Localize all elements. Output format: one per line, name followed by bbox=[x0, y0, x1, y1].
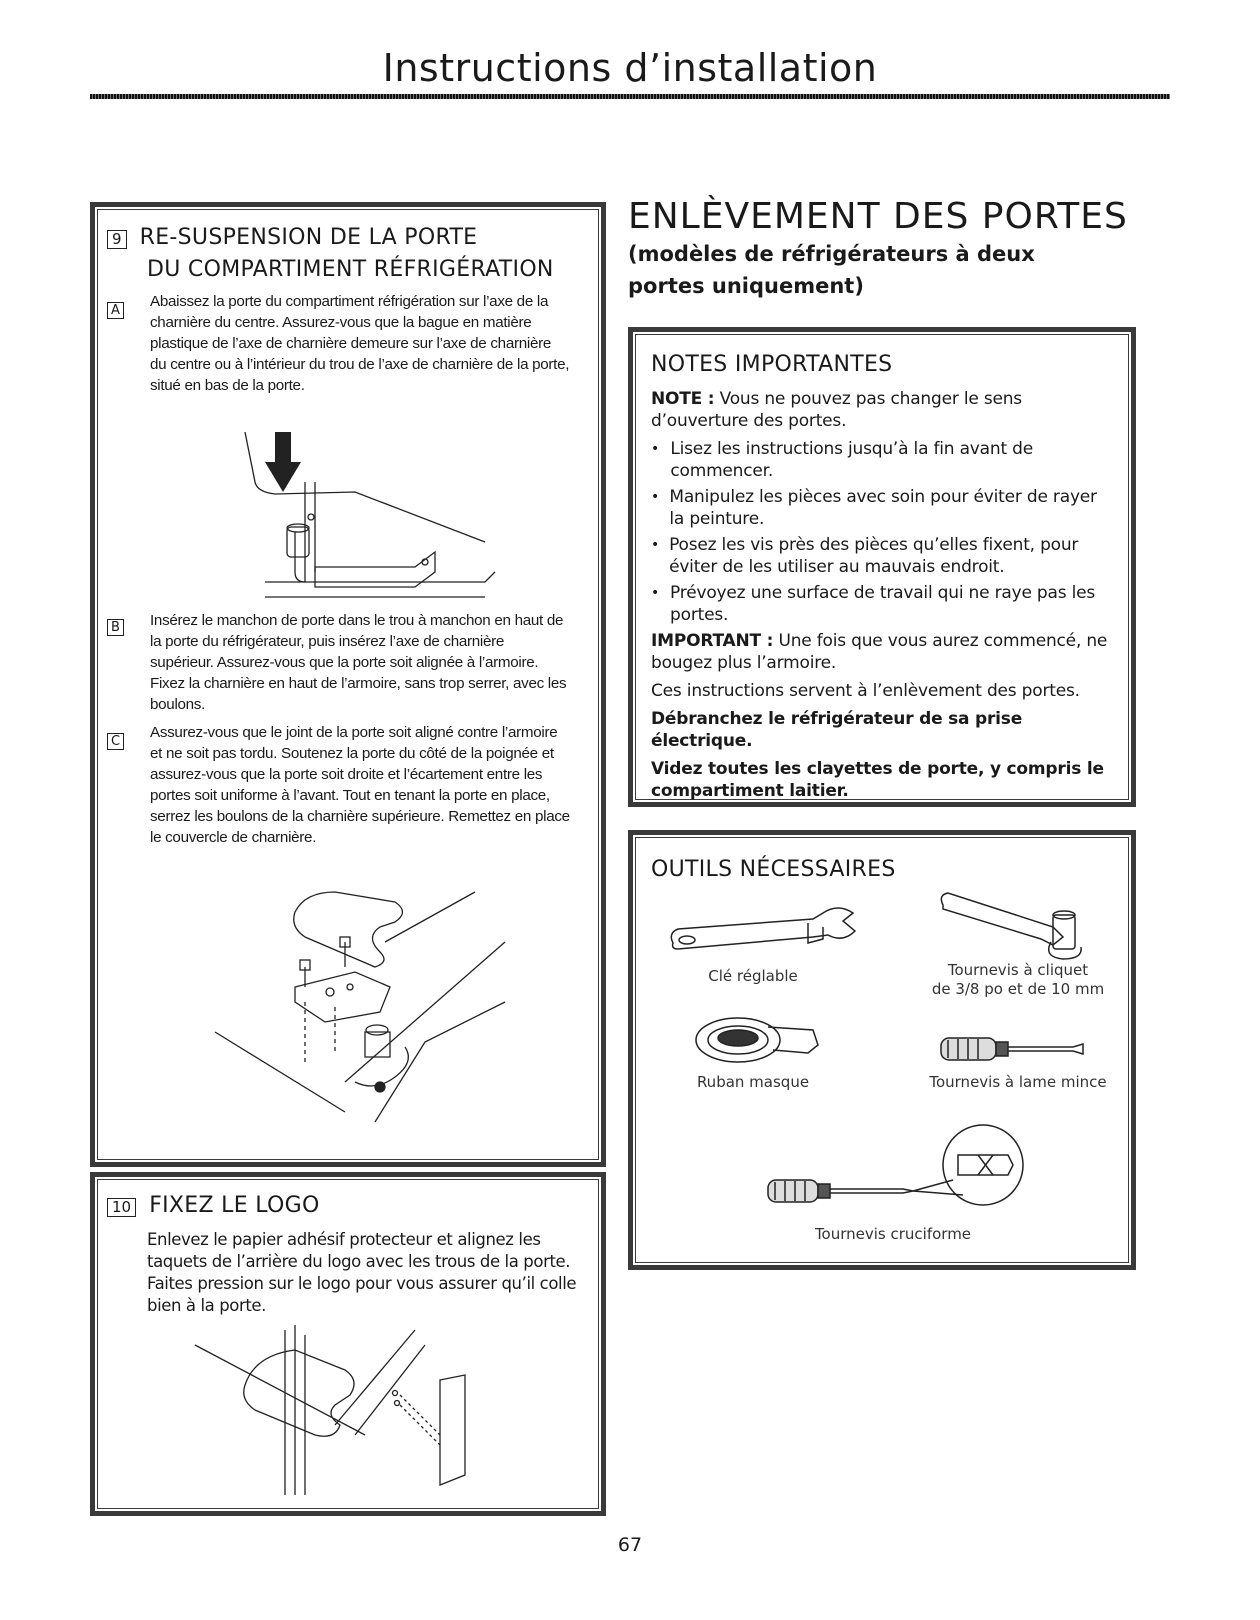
hinge-upper-illustration bbox=[205, 882, 505, 1122]
step-9-title-line1: RE-SUSPENSION DE LA PORTE bbox=[139, 225, 478, 250]
step-a-text: Abaissez la porte du compartiment réfrigération sur l’axe de la charnière du centre. Assurez-vous que la bague en matière plastique de l’axe de charnière demeure sur l’axe de charnière du centre ou à l’intérieur du trou de l’axe de charnière de la porte, situé en bas de la porte. bbox=[150, 293, 570, 394]
notes-title: NOTES IMPORTANTES bbox=[651, 352, 893, 377]
note-label: NOTE : bbox=[651, 389, 715, 409]
tools-box bbox=[628, 830, 1136, 1270]
step-c-text: Assurez-vous que le joint de la porte soit aligné contre l’armoire et ne soit pas tordu. Soutenez la porte du côté de la poignée et assurez-vous que la porte soit droite et l’écartement entre les portes soit uniforme à l’avant. Tout en tenant la porte en place, serrez les boulons de la charnière supérieure. Remettez en place le couvercle de charnière. bbox=[150, 724, 570, 846]
wrench-caption: Clé réglable bbox=[708, 967, 798, 985]
phillips-caption: Tournevis cruciforme bbox=[814, 1225, 972, 1243]
list-item: • Prévoyez une surface de travail qui ne raye pas les portes. bbox=[651, 583, 1096, 625]
tape-icon bbox=[688, 1005, 828, 1075]
notes-body bbox=[651, 388, 1111, 802]
section-subtitle-line1: (modèles de réfrigérateurs à deux bbox=[628, 242, 1035, 266]
important-text: Une fois que vous aurez commencé, ne bougez plus l’armoire. bbox=[651, 631, 1108, 673]
step-9-number: 9 bbox=[107, 230, 127, 249]
phillips-screwdriver-icon bbox=[763, 1120, 1043, 1220]
note-text: Vous ne pouvez pas changer le sens d’ouverture des portes. bbox=[651, 389, 1022, 431]
section-subtitle-line2: portes uniquement) bbox=[628, 274, 864, 298]
hinge-lower-illustration bbox=[235, 422, 515, 612]
step-b-letter: B bbox=[107, 619, 124, 636]
step-c-letter: C bbox=[107, 733, 124, 750]
list-item: • Posez les vis près des pièces qu’elles fixent, pour éviter de les utiliser au mauvais endroit. bbox=[651, 535, 1079, 577]
important-notes-box bbox=[628, 327, 1136, 807]
tape-caption: Ruban masque bbox=[696, 1073, 810, 1091]
tools-title: OUTILS NÉCESSAIRES bbox=[651, 857, 896, 882]
note-paragraph bbox=[651, 388, 1111, 432]
step-10-title: FIXEZ LE LOGO bbox=[149, 1193, 320, 1218]
removal-line: Ces instructions servent à l’enlèvement des portes. bbox=[651, 681, 1080, 701]
step-9-box bbox=[90, 202, 606, 1167]
important-label: IMPORTANT : bbox=[651, 631, 774, 651]
step-10-box bbox=[90, 1172, 606, 1516]
logo-illustration bbox=[185, 1325, 515, 1505]
down-arrow-icon bbox=[265, 432, 301, 492]
page-number: 67 bbox=[617, 1534, 643, 1556]
unplug-warning: Débranchez le réfrigérateur de sa prise électrique. bbox=[651, 709, 1023, 751]
page-title: Instructions d’installation bbox=[382, 46, 878, 90]
flat-screwdriver-icon bbox=[933, 1030, 1093, 1070]
ratchet-icon bbox=[933, 887, 1093, 967]
step-9-heading bbox=[107, 225, 477, 250]
ratchet-caption: Tournevis à cliquet de 3/8 po et de 10 mm bbox=[931, 961, 1105, 998]
important-paragraph bbox=[651, 630, 1111, 674]
empty-shelves-warning: Videz toutes les clayettes de porte, y compris le compartiment laitier. bbox=[651, 759, 1104, 801]
list-item: • Lisez les instructions jusqu’à la fin avant de commencer. bbox=[651, 439, 1033, 481]
step-b-text: Insérez le manchon de porte dans le trou à manchon en haut de la porte du réfrigérateur, puis insérez l’axe de charnière supérieur. Assurez-vous que la porte soit alignée à l’armoire. Fixez la charnière en haut de l’armoire, sans trop serrer, avec les boulons. bbox=[150, 612, 567, 713]
wrench-icon bbox=[663, 903, 863, 963]
step-10-text: Enlevez le papier adhésif protecteur et alignez les taquets de l’arrière du logo avec les trous de la porte. Faites pression sur le logo pour vous assurer qu’il colle bien à la porte. bbox=[147, 1230, 577, 1315]
section-title: ENLÈVEMENT DES PORTES bbox=[628, 196, 1128, 237]
flat-screwdriver-caption: Tournevis à lame mince bbox=[929, 1073, 1107, 1091]
step-9-title-line2: DU COMPARTIMENT RÉFRIGÉRATION bbox=[147, 257, 554, 282]
step-10-number: 10 bbox=[107, 1198, 136, 1217]
step-10-heading bbox=[107, 1193, 320, 1218]
title-divider bbox=[90, 94, 1170, 99]
list-item: • Manipulez les pièces avec soin pour éviter de rayer la peinture. bbox=[651, 487, 1097, 529]
step-a-letter: A bbox=[107, 302, 124, 319]
